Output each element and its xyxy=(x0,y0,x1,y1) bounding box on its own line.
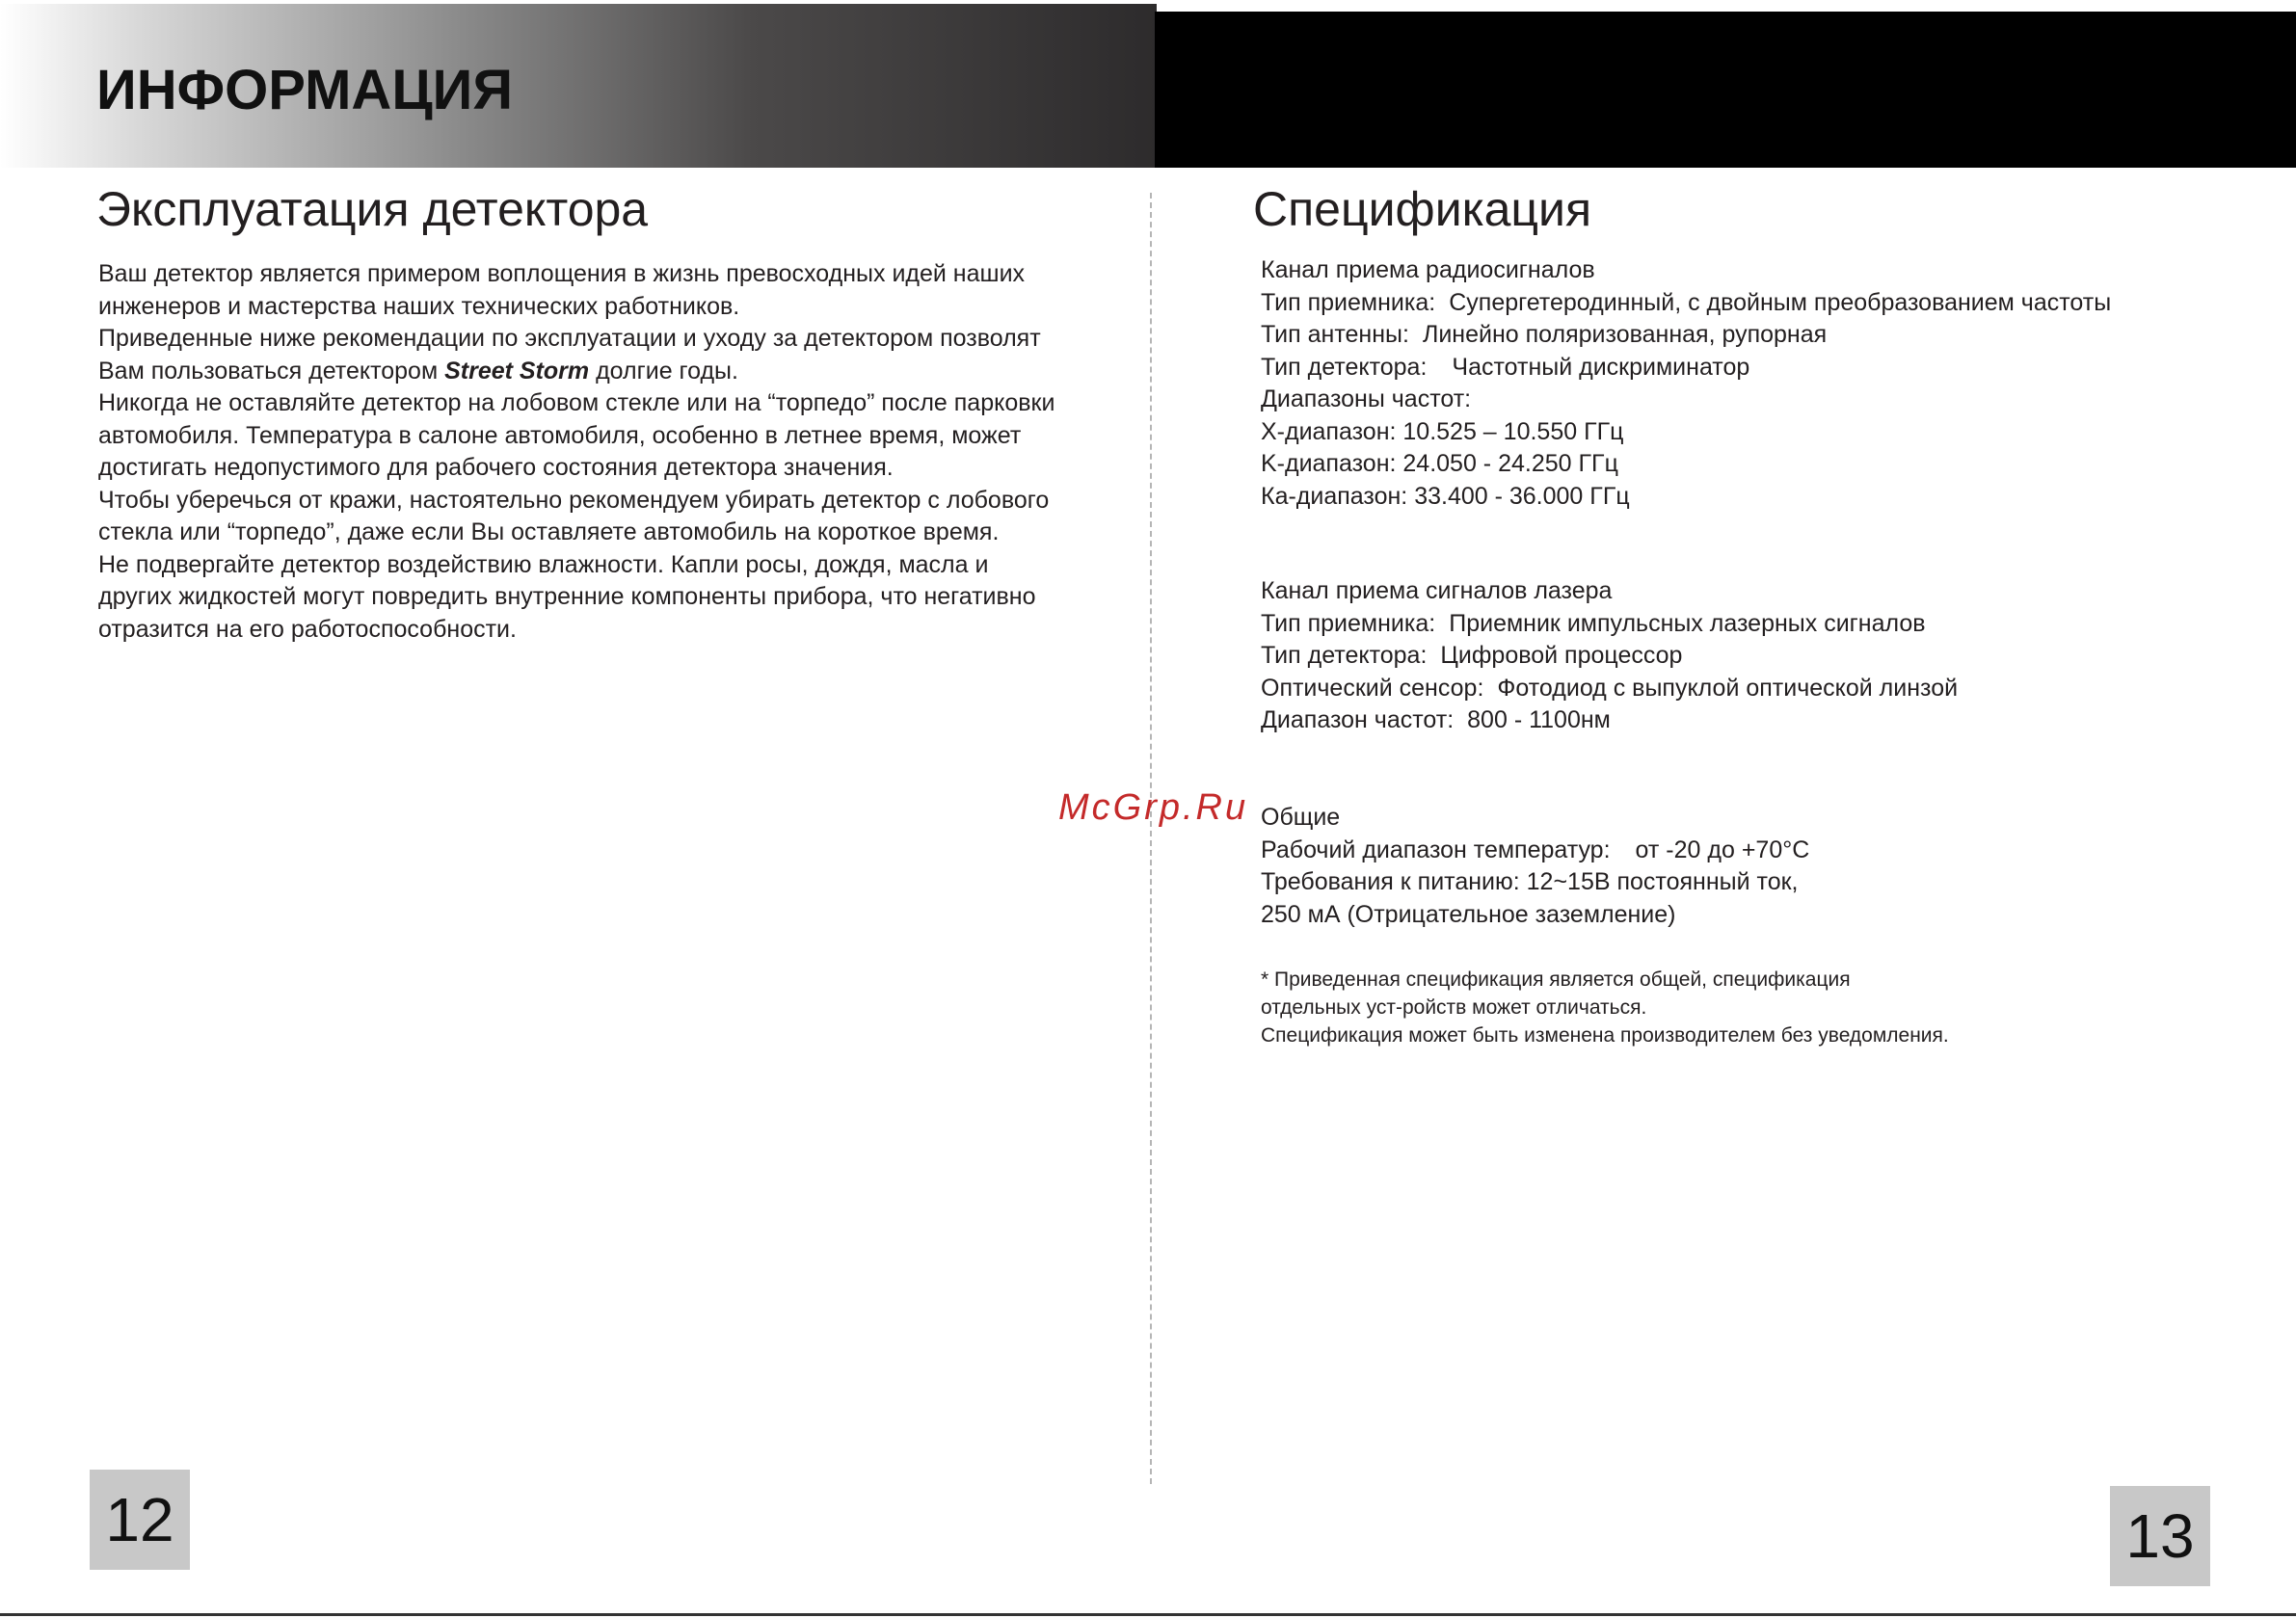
spec-value: Частотный дискриминатор xyxy=(1452,353,1750,381)
spec-row xyxy=(1261,287,2111,320)
spec-row xyxy=(1261,319,2111,352)
spec-row: 250 мА (Отрицательное заземление) xyxy=(1261,900,1676,928)
page-title: ИНФОРМАЦИЯ xyxy=(96,59,514,121)
spec-value: Цифровой процессор xyxy=(1440,642,1683,669)
page-number-right: 13 xyxy=(2110,1486,2210,1586)
spec-row xyxy=(1261,673,1958,705)
spec-value: от -20 до +70°C xyxy=(1635,836,1810,863)
spec-value: 800 - 1100нм xyxy=(1467,706,1611,733)
left-section-title: Эксплуатация детектора xyxy=(96,182,649,236)
spec-value: Линейно поляризованная, рупорная xyxy=(1422,321,1828,348)
header-black-panel xyxy=(1155,12,2296,168)
spec-label: Диапазон частот: xyxy=(1261,706,1455,733)
spec-footnote xyxy=(1261,966,1949,1049)
spec-row: K-диапазон: 24.050 - 24.250 ГГц xyxy=(1261,450,1618,477)
page-divider xyxy=(1150,193,1152,1484)
spec-label: Тип приемника: xyxy=(1261,288,1436,316)
spec-label: Тип антенны: xyxy=(1261,321,1409,348)
note-line: отдельных уст-ройств может отличаться. xyxy=(1261,996,1647,1019)
spec-label: Рабочий диапазон температур: xyxy=(1261,836,1611,863)
paragraph-recommendations xyxy=(98,323,1062,387)
spec-row: X-диапазон: 10.525 – 10.550 ГГц xyxy=(1261,417,1624,445)
spec-laser-block xyxy=(1261,575,1958,737)
left-body-text xyxy=(98,258,1062,646)
bottom-rule xyxy=(0,1613,2296,1616)
spec-row xyxy=(1261,640,1958,673)
note-line: Спецификация может быть изменена производителем без уведомления. xyxy=(1261,1024,1949,1047)
paragraph: Никогда не оставляйте детектор на лобовом стекле или на “торпедо” после парковки автомобиля. Температура в салоне автомобиля, особенно в летнее время, может достигать недопустимого для рабочего состояния детектора значения. xyxy=(98,389,1055,481)
right-section-title: Спецификация xyxy=(1253,182,1592,236)
paragraph: Ваш детектор является примером воплощения в жизнь превосходных идей наших инженеров и мастерства наших технических работников. xyxy=(98,260,1026,320)
spec-row xyxy=(1261,352,2111,385)
spec-general-block xyxy=(1261,802,1809,931)
spec-row: Требования к питанию: 12~15В постоянный ток, xyxy=(1261,868,1799,895)
spec-heading: Канал приема сигналов лазера xyxy=(1261,577,1613,604)
spec-label: Тип приемника: xyxy=(1261,609,1436,637)
spec-row: Ка-диапазон: 33.400 - 36.000 ГГц xyxy=(1261,482,1630,510)
spec-value: Приемник импульсных лазерных сигналов xyxy=(1449,609,1926,637)
paragraph: Чтобы уберечься от кражи, настоятельно рекомендуем убирать детектор с лобового стекла или “торпедо”, даже если Вы оставляете автомобиль на короткое время. xyxy=(98,486,1050,545)
spec-label: Тип детектора: xyxy=(1261,642,1428,669)
spec-row: Диапазоны частот: xyxy=(1261,385,1472,412)
recommend-text: Приведенные ниже рекомендации по эксплуатации и уходу за детектором позволят Вам пользоваться детектором xyxy=(98,325,1041,385)
spec-heading: Общие xyxy=(1261,804,1341,831)
spec-row xyxy=(1261,835,1809,867)
spec-heading: Канал приема радиосигналов xyxy=(1261,256,1595,283)
watermark: McGrp.Ru xyxy=(1058,787,1249,828)
spec-value: Фотодиод с выпуклой оптической линзой xyxy=(1497,674,1959,702)
brand-name: Street Storm xyxy=(444,357,590,385)
spec-radio-block xyxy=(1261,254,2111,513)
spec-label: Тип детектора: xyxy=(1261,353,1428,381)
spec-value: Супергетеродинный, с двойным преобразованием частоты xyxy=(1449,288,2112,316)
note-line: * Приведенная спецификация является общей, спецификация xyxy=(1261,968,1851,991)
recommend-text-end: долгие годы. xyxy=(589,357,738,385)
page-number-left: 12 xyxy=(90,1470,190,1570)
spec-row xyxy=(1261,704,1958,737)
spec-label: Оптический сенсор: xyxy=(1261,674,1484,702)
paragraph: Не подвергайте детектор воздействию влажности. Капли росы, дождя, масла и других жидкостей могут повредить внутренние компоненты прибора, что негативно отразится на его работоспособности. xyxy=(98,550,1036,643)
spec-row xyxy=(1261,608,1958,641)
